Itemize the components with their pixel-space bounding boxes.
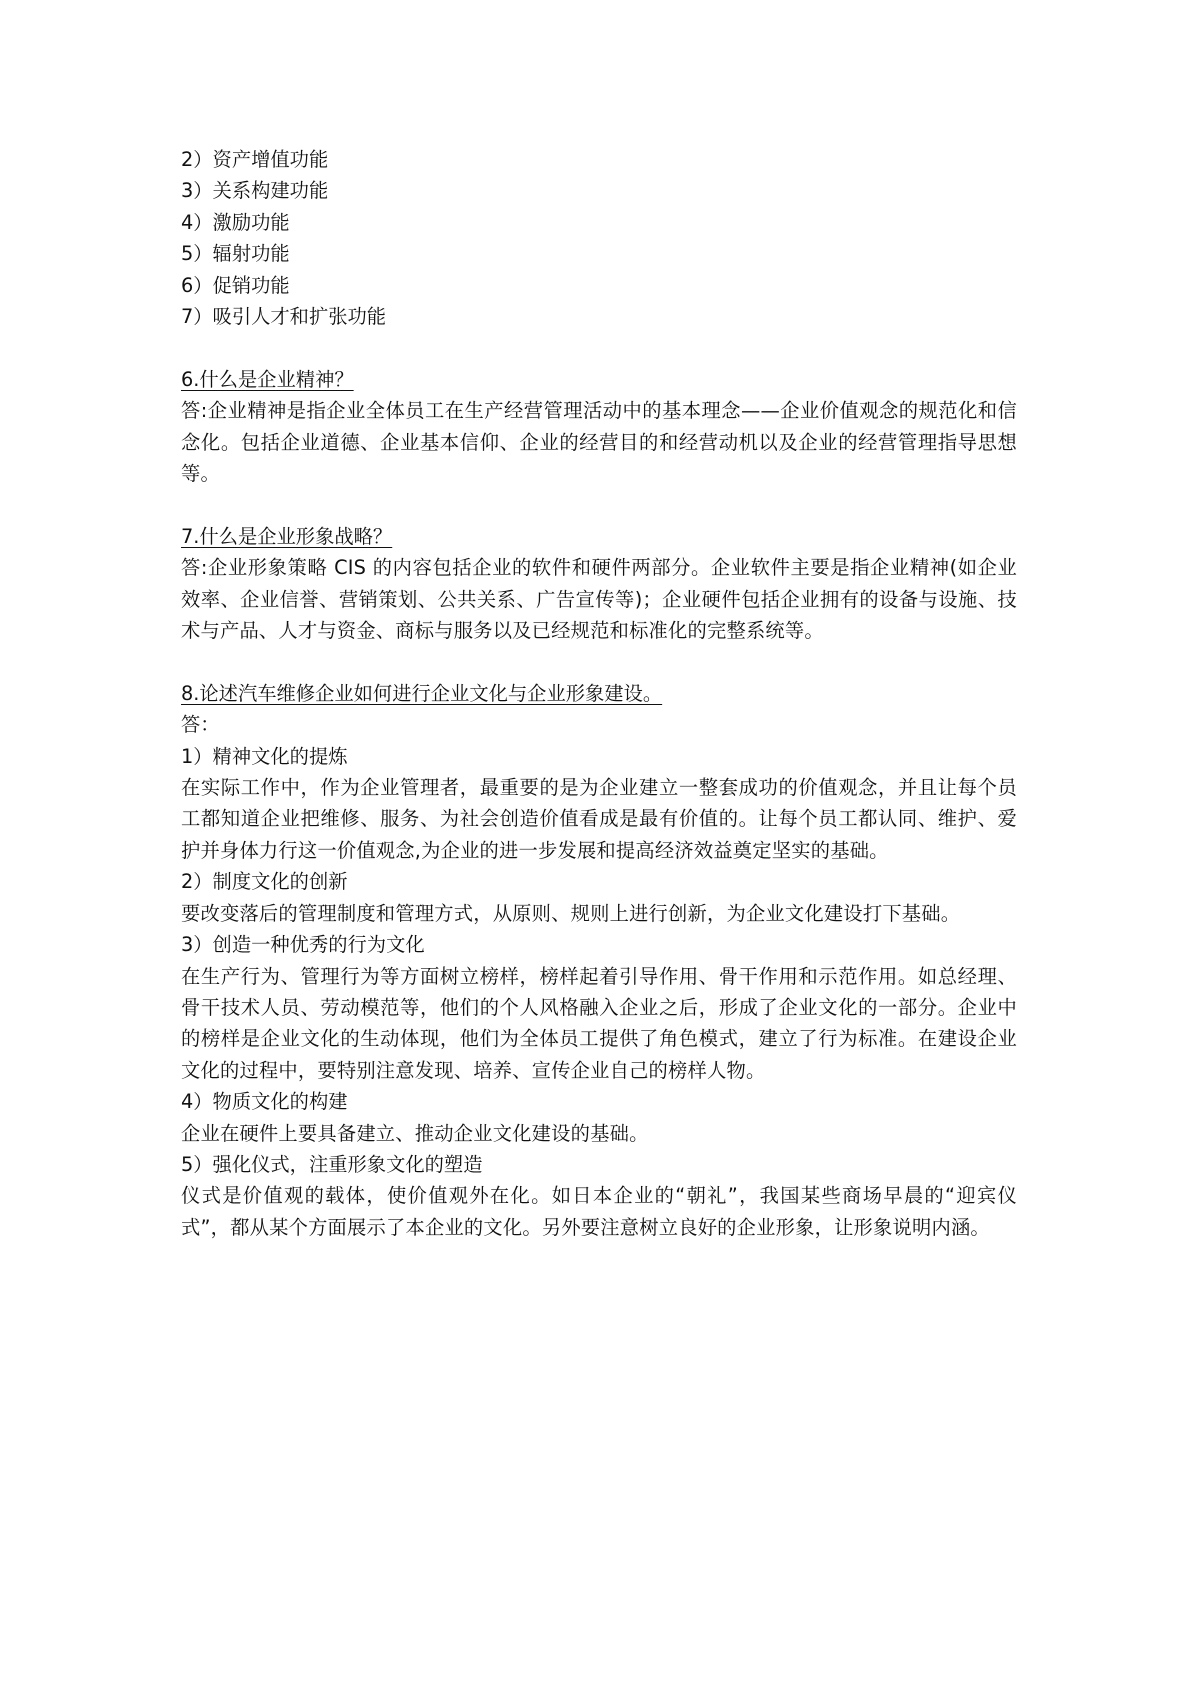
list-item: 6）促销功能 bbox=[181, 273, 290, 297]
list-item: 4）激励功能 bbox=[181, 210, 290, 234]
spacer bbox=[181, 489, 1017, 520]
section-body: 企业在硬件上要具备建立、推动企业文化建设的基础。 bbox=[181, 1121, 649, 1145]
section-body: 仪式是价值观的载体，使价值观外在化。如日本企业的“朝礼”，我国某些商场早晨的“迎宾仪式”，都从某个方面展示了本企业的文化。另外要注意树立良好的企业形象，让形象说明内涵。 bbox=[181, 1184, 1017, 1239]
section-heading: 5）强化仪式，注重形象文化的塑造 bbox=[181, 1152, 483, 1176]
question-8-answer-label: 答： bbox=[181, 713, 220, 737]
section-heading: 1）精神文化的提炼 bbox=[181, 744, 348, 768]
list-item: 3）关系构建功能 bbox=[181, 179, 329, 203]
section-body: 在生产行为、管理行为等方面树立榜样，榜样起着引导作用、骨干作用和示范作用。如总经理、骨干技术人员、劳动模范等，他们的个人风格融入企业之后，形成了企业文化的一部分。企业中的榜样是企业文化的生动体现，他们为全体员工提供了角色模式，建立了行为标准。在建设企业文化的过程中，要特别注意发现、培养、宣传企业自己的榜样人物。 bbox=[181, 964, 1017, 1082]
functions-list bbox=[181, 144, 1017, 332]
question-7-answer: 答:企业形象策略 CIS 的内容包括企业的软件和硬件两部分。企业软件主要是指企业精神(如企业效率、企业信誉、营销策划、公共关系、广告宣传等)；企业硬件包括企业拥有的设备与设施、技术与产品、人才与资金、商标与服务以及已经规范和标准化的完整系统等。 bbox=[181, 556, 1017, 643]
list-item: 5）辐射功能 bbox=[181, 242, 290, 266]
list-item: 2）资产增值功能 bbox=[181, 148, 329, 171]
question-7-block bbox=[181, 521, 1017, 647]
question-7-heading: 7.什么是企业形象战略？ bbox=[181, 524, 393, 548]
spacer bbox=[181, 332, 1017, 363]
list-item: 7）吸引人才和扩张功能 bbox=[181, 305, 387, 329]
question-6-heading: 6.什么是企业精神？ bbox=[181, 367, 354, 391]
document-page bbox=[181, 144, 1017, 1243]
section-heading: 3）创造一种优秀的行为文化 bbox=[181, 933, 425, 957]
question-6-block bbox=[181, 364, 1017, 490]
section-body: 要改变落后的管理制度和管理方式，从原则、规则上进行创新，为企业文化建设打下基础。 bbox=[181, 901, 961, 925]
section-heading: 4）物质文化的构建 bbox=[181, 1090, 348, 1114]
question-8-heading: 8.论述汽车维修企业如何进行企业文化与企业形象建设。 bbox=[181, 681, 663, 705]
section-body: 在实际工作中，作为企业管理者，最重要的是为企业建立一整套成功的价值观念，并且让每个员工都知道企业把维修、服务、为社会创造价值看成是最有价值的。让每个员工都认同、维护、爱护并身体力行这一价值观念,为企业的进一步发展和提高经济效益奠定坚实的基础。 bbox=[181, 776, 1017, 862]
spacer bbox=[181, 646, 1017, 677]
question-6-answer: 答:企业精神是指企业全体员工在生产经营管理活动中的基本理念——企业价值观念的规范化和信念化。包括企业道德、企业基本信仰、企业的经营目的和经营动机以及企业的经营管理指导思想等。 bbox=[181, 399, 1017, 486]
question-8-block bbox=[181, 678, 1017, 1243]
section-heading: 2）制度文化的创新 bbox=[181, 870, 348, 894]
